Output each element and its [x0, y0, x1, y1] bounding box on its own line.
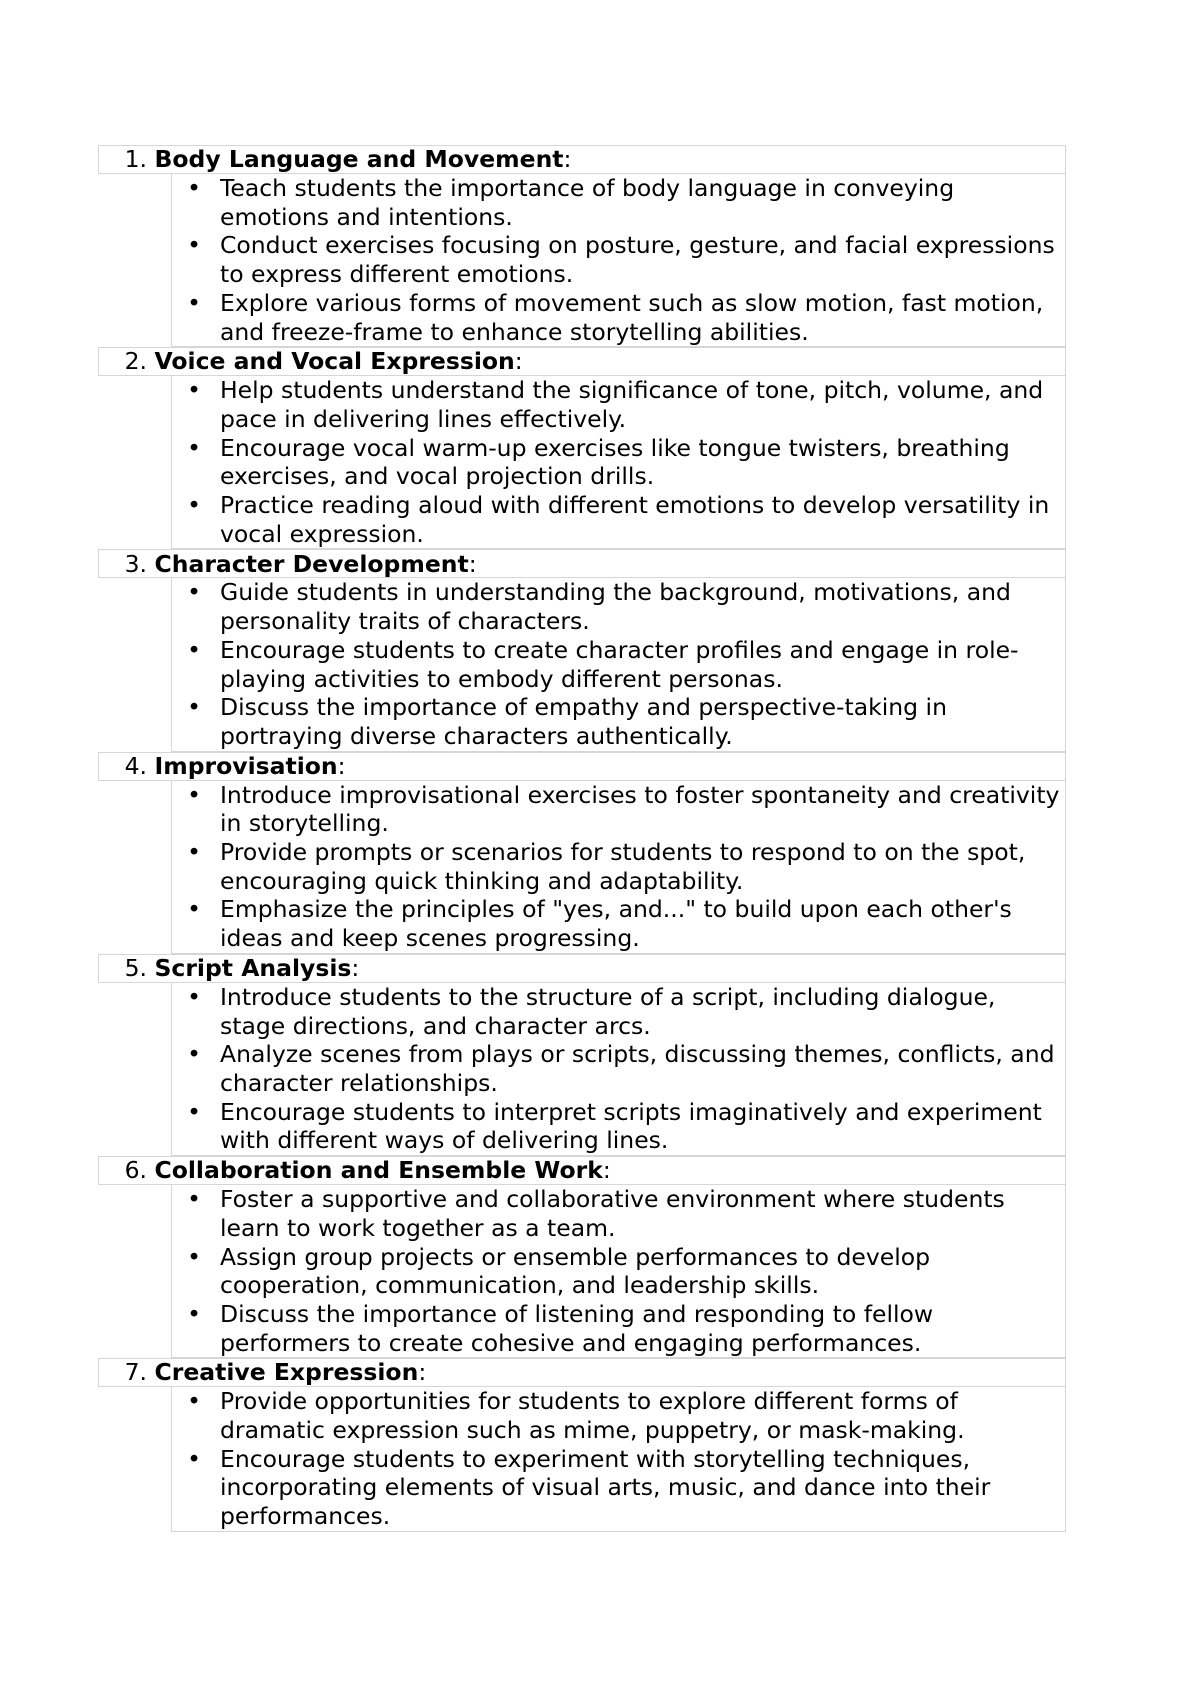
section-number: 4. — [124, 751, 147, 780]
bullet-text: Foster a supportive and collaborative environment where students learn to work together as a team. — [220, 1185, 1005, 1242]
bullet-text: Encourage students to interpret scripts imaginatively and experiment with different ways of delivering lines. — [220, 1097, 1042, 1155]
list-item — [172, 636, 1065, 693]
section-title-colon: : — [468, 549, 477, 578]
list-item — [172, 983, 1065, 1040]
list-item — [172, 578, 1065, 635]
bullet-dot-icon: • — [187, 376, 201, 405]
bullet-dot-icon: • — [187, 1387, 201, 1416]
list-item — [172, 1387, 1065, 1444]
bullet-text: Conduct exercises focusing on posture, gesture, and facial expressions to express different emotions. — [220, 231, 1055, 289]
bullet-dot-icon: • — [187, 1097, 201, 1126]
bullet-text: Discuss the importance of empathy and perspective-taking in portraying diverse characters authentically. — [220, 693, 947, 750]
bullet-list — [171, 1387, 1066, 1532]
bullet-list — [171, 983, 1066, 1156]
bullet-text: Encourage students to experiment with storytelling techniques, incorporating elements of visual arts, music, and dance into their performances. — [220, 1444, 991, 1531]
bullet-dot-icon: • — [187, 578, 201, 607]
bullet-text: Help students understand the significance of tone, pitch, volume, and pace in delivering lines effectively. — [220, 376, 1044, 433]
section-title: Improvisation — [154, 751, 338, 780]
list-item — [172, 1300, 1065, 1357]
bullet-dot-icon: • — [187, 174, 201, 202]
section-number: 3. — [124, 549, 147, 578]
list-section — [98, 347, 1066, 549]
list-item — [172, 838, 1065, 895]
section-title-colon: : — [418, 1358, 427, 1387]
list-section — [98, 954, 1066, 1156]
list-item — [172, 434, 1065, 491]
section-title-wrap — [147, 145, 1065, 174]
bullet-text: Encourage vocal warm-up exercises like tongue twisters, breathing exercises, and vocal projection drills. — [220, 433, 1010, 491]
section-number: 6. — [124, 1156, 147, 1185]
bullet-dot-icon: • — [187, 895, 201, 924]
document-body — [98, 145, 1066, 1532]
section-title-colon: : — [351, 954, 360, 983]
section-heading — [98, 954, 1066, 983]
section-title-wrap — [147, 954, 1065, 983]
section-title: Voice and Vocal Expression — [154, 347, 515, 376]
list-item — [172, 895, 1065, 952]
list-item — [172, 781, 1065, 838]
section-heading — [98, 549, 1066, 578]
bullet-dot-icon: • — [187, 982, 201, 1011]
list-section — [98, 1156, 1066, 1358]
bullet-text: Provide opportunities for students to explore different forms of dramatic expression such as mime, puppetry, or mask-making. — [220, 1387, 965, 1445]
list-item — [172, 231, 1065, 288]
section-title-colon: : — [337, 751, 346, 780]
bullet-dot-icon: • — [187, 1444, 201, 1473]
bullet-list — [171, 376, 1066, 549]
bullet-dot-icon: • — [187, 433, 201, 462]
section-heading — [98, 347, 1066, 376]
list-section — [98, 145, 1066, 347]
bullet-text: Analyze scenes from plays or scripts, discussing themes, conflicts, and character relationships. — [220, 1040, 1055, 1097]
bullet-text: Introduce students to the structure of a script, including dialogue, stage directions, and character arcs. — [220, 982, 996, 1040]
bullet-dot-icon: • — [187, 231, 201, 260]
section-number: 1. — [124, 145, 147, 174]
list-section — [98, 1358, 1066, 1532]
bullet-dot-icon: • — [187, 1040, 201, 1069]
bullet-text: Emphasize the principles of "yes, and..." to build upon each other's ideas and keep scenes progressing. — [220, 895, 1012, 953]
list-item — [172, 289, 1065, 346]
list-section — [98, 752, 1066, 954]
list-item — [172, 376, 1065, 433]
bullet-text: Teach students the importance of body language in conveying emotions and intentions. — [220, 174, 955, 231]
section-number: 5. — [124, 954, 147, 983]
list-item — [172, 1445, 1065, 1531]
section-heading — [98, 752, 1066, 781]
section-title-wrap — [147, 1358, 1065, 1387]
section-title-colon: : — [602, 1156, 611, 1185]
bullet-list — [171, 578, 1066, 751]
bullet-text: Provide prompts or scenarios for students to respond to on the spot, encouraging quick thinking and adaptability. — [220, 838, 1026, 895]
section-title-colon: : — [514, 347, 523, 376]
bullet-list — [171, 781, 1066, 954]
bullet-text: Introduce improvisational exercises to foster spontaneity and creativity in storytelling. — [220, 780, 1060, 838]
section-title-colon: : — [563, 145, 572, 174]
list-item — [172, 1243, 1065, 1300]
section-heading — [98, 1156, 1066, 1185]
section-title: Collaboration and Ensemble Work — [154, 1156, 603, 1185]
section-title-wrap — [147, 550, 1065, 579]
bullet-dot-icon: • — [187, 635, 201, 664]
section-title: Script Analysis — [154, 954, 352, 983]
section-number: 7. — [124, 1358, 147, 1387]
bullet-text: Explore various forms of movement such as slow motion, fast motion, and freeze-frame to enhance storytelling abilities. — [220, 288, 1044, 346]
list-item — [172, 1040, 1065, 1097]
list-item — [172, 1098, 1065, 1155]
section-title: Character Development — [154, 549, 469, 578]
bullet-text: Encourage students to create character profiles and engage in role-playing activities to embody different personas. — [220, 635, 1019, 693]
section-title-wrap — [147, 347, 1065, 376]
bullet-dot-icon: • — [187, 1242, 201, 1271]
bullet-dot-icon: • — [187, 491, 201, 520]
bullet-list — [171, 174, 1066, 347]
section-heading — [98, 145, 1066, 174]
bullet-text: Assign group projects or ensemble performances to develop cooperation, communication, and leadership skills. — [220, 1242, 931, 1300]
bullet-text: Practice reading aloud with different emotions to develop versatility in vocal expression. — [220, 491, 1050, 548]
bullet-dot-icon: • — [187, 780, 201, 809]
bullet-text: Discuss the importance of listening and responding to fellow performers to create cohesive and engaging performances. — [220, 1299, 934, 1357]
bullet-dot-icon: • — [187, 693, 201, 722]
bullet-text: Guide students in understanding the background, motivations, and personality traits of characters. — [220, 578, 1011, 636]
list-item — [172, 1185, 1065, 1242]
bullet-list — [171, 1185, 1066, 1358]
list-section — [98, 549, 1066, 751]
bullet-dot-icon: • — [187, 288, 201, 317]
section-title: Creative Expression — [154, 1358, 419, 1387]
section-title-wrap — [147, 752, 1065, 781]
section-number: 2. — [124, 347, 147, 376]
list-item — [172, 693, 1065, 750]
section-title: Body Language and Movement — [154, 145, 564, 174]
list-item — [172, 174, 1065, 231]
section-title-wrap — [147, 1156, 1065, 1185]
section-heading — [98, 1358, 1066, 1387]
bullet-dot-icon: • — [187, 1185, 201, 1214]
list-item — [172, 491, 1065, 548]
bullet-dot-icon: • — [187, 1299, 201, 1328]
bullet-dot-icon: • — [187, 838, 201, 867]
